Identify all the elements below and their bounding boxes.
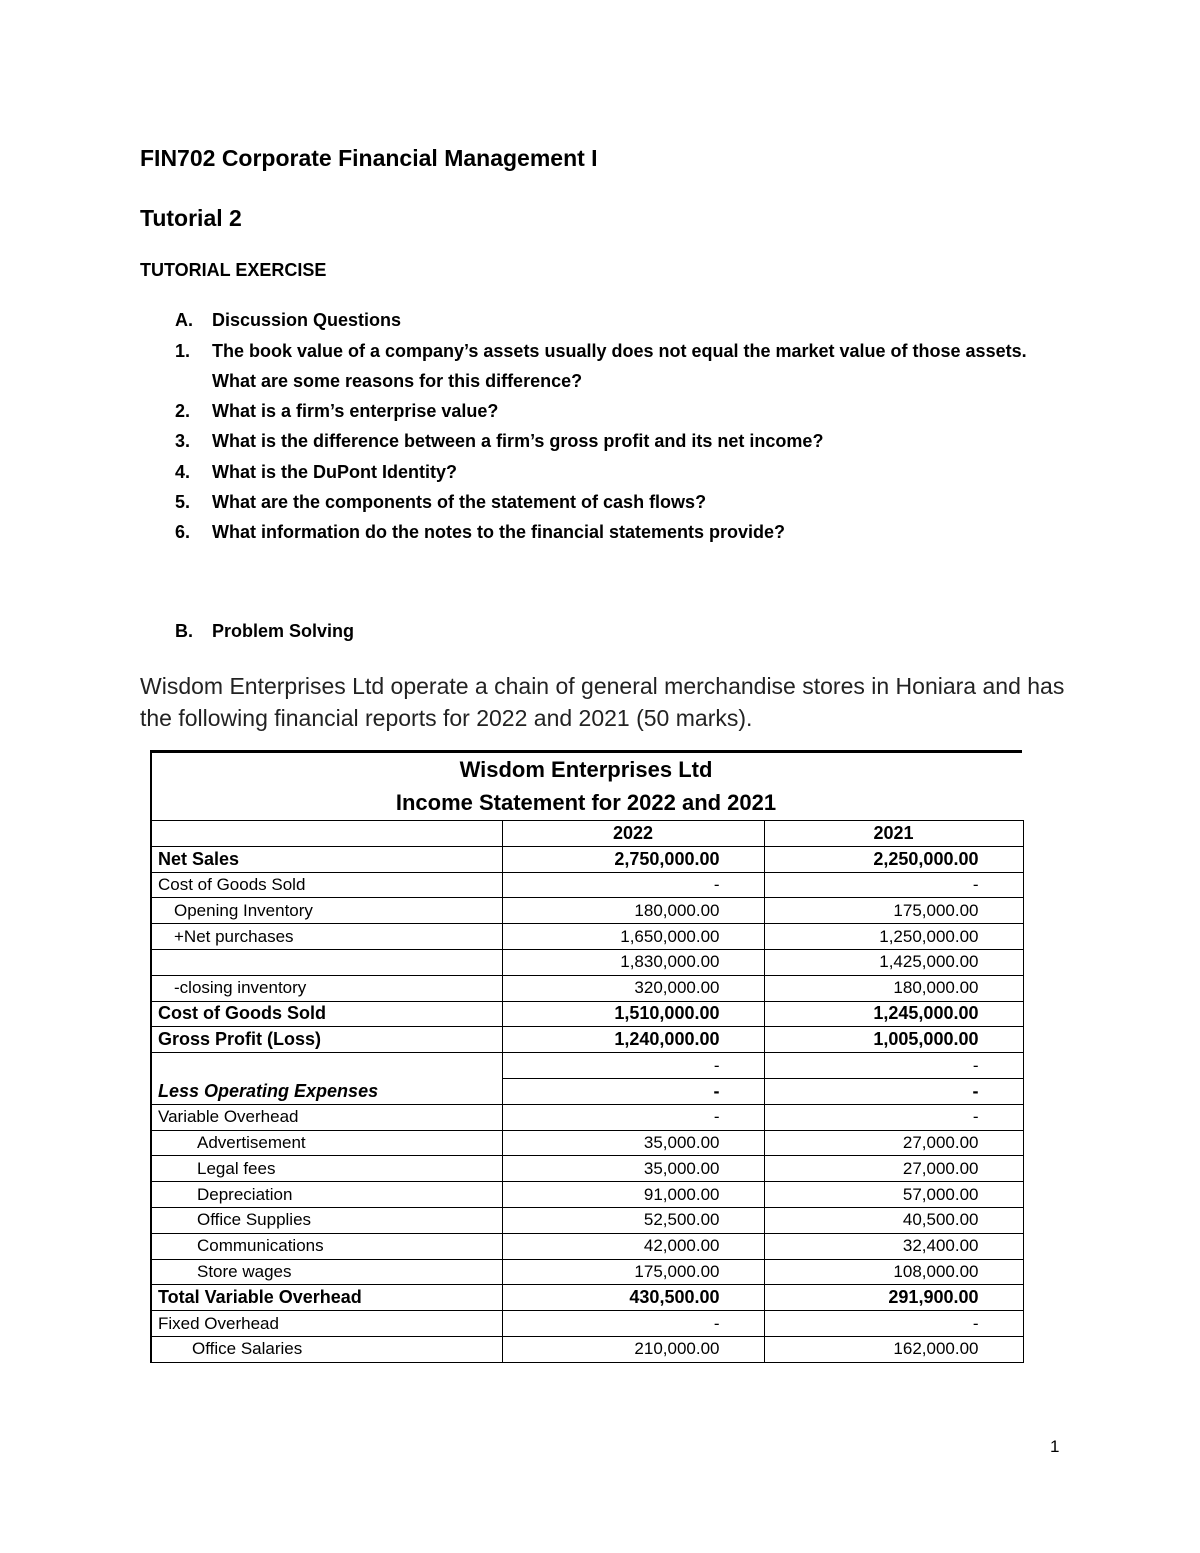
value-2022: 320,000.00	[502, 975, 764, 1001]
value-2021: 27,000.00	[764, 1130, 1023, 1156]
value-2021: -	[764, 1311, 1023, 1337]
column-header-2022: 2022	[502, 821, 764, 847]
header-label-cell	[151, 821, 502, 847]
table-row	[151, 1156, 1023, 1182]
value-2021: 175,000.00	[764, 898, 1023, 924]
question-number: 5.	[175, 492, 191, 512]
row-label: Cost of Goods Sold	[151, 872, 502, 898]
question-text: The book value of a company’s assets usually does not equal the market value of those assets.	[212, 341, 1027, 361]
question-number: 4.	[175, 462, 191, 482]
value-2021: 40,500.00	[764, 1207, 1023, 1233]
question-text: What is the difference between a firm’s gross profit and its net income?	[212, 431, 824, 451]
row-label	[151, 1053, 502, 1079]
table-row	[151, 1078, 1023, 1104]
row-label: Communications	[151, 1233, 502, 1259]
table-row	[151, 1207, 1023, 1233]
value-2022: 2,750,000.00	[502, 846, 764, 872]
row-label: Cost of Goods Sold	[151, 1001, 502, 1027]
table-row	[151, 1285, 1023, 1311]
value-2022: 210,000.00	[502, 1336, 764, 1362]
value-2022: 91,000.00	[502, 1182, 764, 1208]
table-row	[151, 1104, 1023, 1130]
value-2021: -	[764, 872, 1023, 898]
row-label: -closing inventory	[151, 975, 502, 1001]
value-2022: -	[502, 1104, 764, 1130]
row-label: +Net purchases	[151, 924, 502, 950]
exercise-heading: TUTORIAL EXERCISE	[140, 260, 327, 280]
row-label: Gross Profit (Loss)	[151, 1027, 502, 1053]
question-text: What information do the notes to the financial statements provide?	[212, 522, 786, 542]
value-2021: 1,250,000.00	[764, 924, 1023, 950]
section-b-marker: B.	[175, 621, 193, 641]
row-label: Variable Overhead	[151, 1104, 502, 1130]
table-row	[151, 1182, 1023, 1208]
table-row	[151, 1130, 1023, 1156]
value-2021: 108,000.00	[764, 1259, 1023, 1285]
problem-intro: Wisdom Enterprises Ltd operate a chain of general merchandise stores in Honiara and has the following financial reports for 2022 and 2021 (50 marks).	[140, 673, 1065, 731]
value-2022: -	[502, 872, 764, 898]
value-2021: 1,005,000.00	[764, 1027, 1023, 1053]
table-row	[151, 898, 1023, 924]
value-2022: 35,000.00	[502, 1156, 764, 1182]
value-2021: 32,400.00	[764, 1233, 1023, 1259]
value-2021: 162,000.00	[764, 1336, 1023, 1362]
value-2022: 1,240,000.00	[502, 1027, 764, 1053]
table-row	[151, 1311, 1023, 1337]
value-2022: 1,650,000.00	[502, 924, 764, 950]
row-label: Store wages	[151, 1259, 502, 1285]
row-label: Net Sales	[151, 846, 502, 872]
value-2022: -	[502, 1078, 764, 1104]
value-2022: 1,830,000.00	[502, 949, 764, 975]
value-2022: 42,000.00	[502, 1233, 764, 1259]
question-number: 1.	[175, 341, 191, 361]
course-title: FIN702 Corporate Financial Management I	[140, 145, 598, 171]
table-row	[151, 1053, 1023, 1079]
table-row	[151, 949, 1023, 975]
value-2022: 175,000.00	[502, 1259, 764, 1285]
value-2022: 180,000.00	[502, 898, 764, 924]
row-label	[151, 949, 502, 975]
page-number: 1	[1050, 1437, 1060, 1456]
section-a-marker: A.	[175, 310, 193, 330]
value-2021: 57,000.00	[764, 1182, 1023, 1208]
income-statement-table	[150, 820, 1024, 1363]
statement-title: Income Statement for 2022 and 2021	[395, 790, 777, 815]
row-label: Fixed Overhead	[151, 1311, 502, 1337]
question-number: 6.	[175, 522, 191, 542]
question-text: What are the components of the statement of cash flows?	[212, 492, 707, 512]
value-2021: 2,250,000.00	[764, 846, 1023, 872]
question-number: 2.	[175, 401, 191, 421]
value-2021: 180,000.00	[764, 975, 1023, 1001]
table-row	[151, 872, 1023, 898]
table-row	[151, 1336, 1023, 1362]
value-2022: 1,510,000.00	[502, 1001, 764, 1027]
value-2021: 1,425,000.00	[764, 949, 1023, 975]
question-text: What are some reasons for this difference?	[212, 371, 583, 391]
value-2022: 52,500.00	[502, 1207, 764, 1233]
table-row	[151, 975, 1023, 1001]
row-label: Total Variable Overhead	[151, 1285, 502, 1311]
column-header-2021: 2021	[764, 821, 1023, 847]
value-2022: -	[502, 1053, 764, 1079]
value-2021: 291,900.00	[764, 1285, 1023, 1311]
value-2022: 35,000.00	[502, 1130, 764, 1156]
table-row	[151, 924, 1023, 950]
value-2021: -	[764, 1078, 1023, 1104]
row-label: Office Supplies	[151, 1207, 502, 1233]
row-label: Less Operating Expenses	[151, 1078, 502, 1104]
value-2021: 1,245,000.00	[764, 1001, 1023, 1027]
value-2021: 27,000.00	[764, 1156, 1023, 1182]
row-label: Office Salaries	[151, 1336, 502, 1362]
value-2022: -	[502, 1311, 764, 1337]
row-label: Legal fees	[151, 1156, 502, 1182]
value-2022: 430,500.00	[502, 1285, 764, 1311]
row-label: Opening Inventory	[151, 898, 502, 924]
value-2021: -	[764, 1053, 1023, 1079]
question-number: 3.	[175, 431, 191, 451]
row-label: Depreciation	[151, 1182, 502, 1208]
section-b-title: Problem Solving	[212, 621, 355, 641]
table-row	[151, 846, 1023, 872]
tutorial-title: Tutorial 2	[140, 205, 242, 231]
table-row	[151, 1027, 1023, 1053]
statement-company: Wisdom Enterprises Ltd	[459, 757, 713, 782]
table-row	[151, 1259, 1023, 1285]
question-text: What is a firm’s enterprise value?	[212, 401, 499, 421]
table-row	[151, 1233, 1023, 1259]
question-text: What is the DuPont Identity?	[212, 462, 457, 482]
section-a-title: Discussion Questions	[212, 310, 402, 330]
row-label: Advertisement	[151, 1130, 502, 1156]
table-row	[151, 1001, 1023, 1027]
value-2021: -	[764, 1104, 1023, 1130]
table-header-row	[151, 821, 1023, 847]
